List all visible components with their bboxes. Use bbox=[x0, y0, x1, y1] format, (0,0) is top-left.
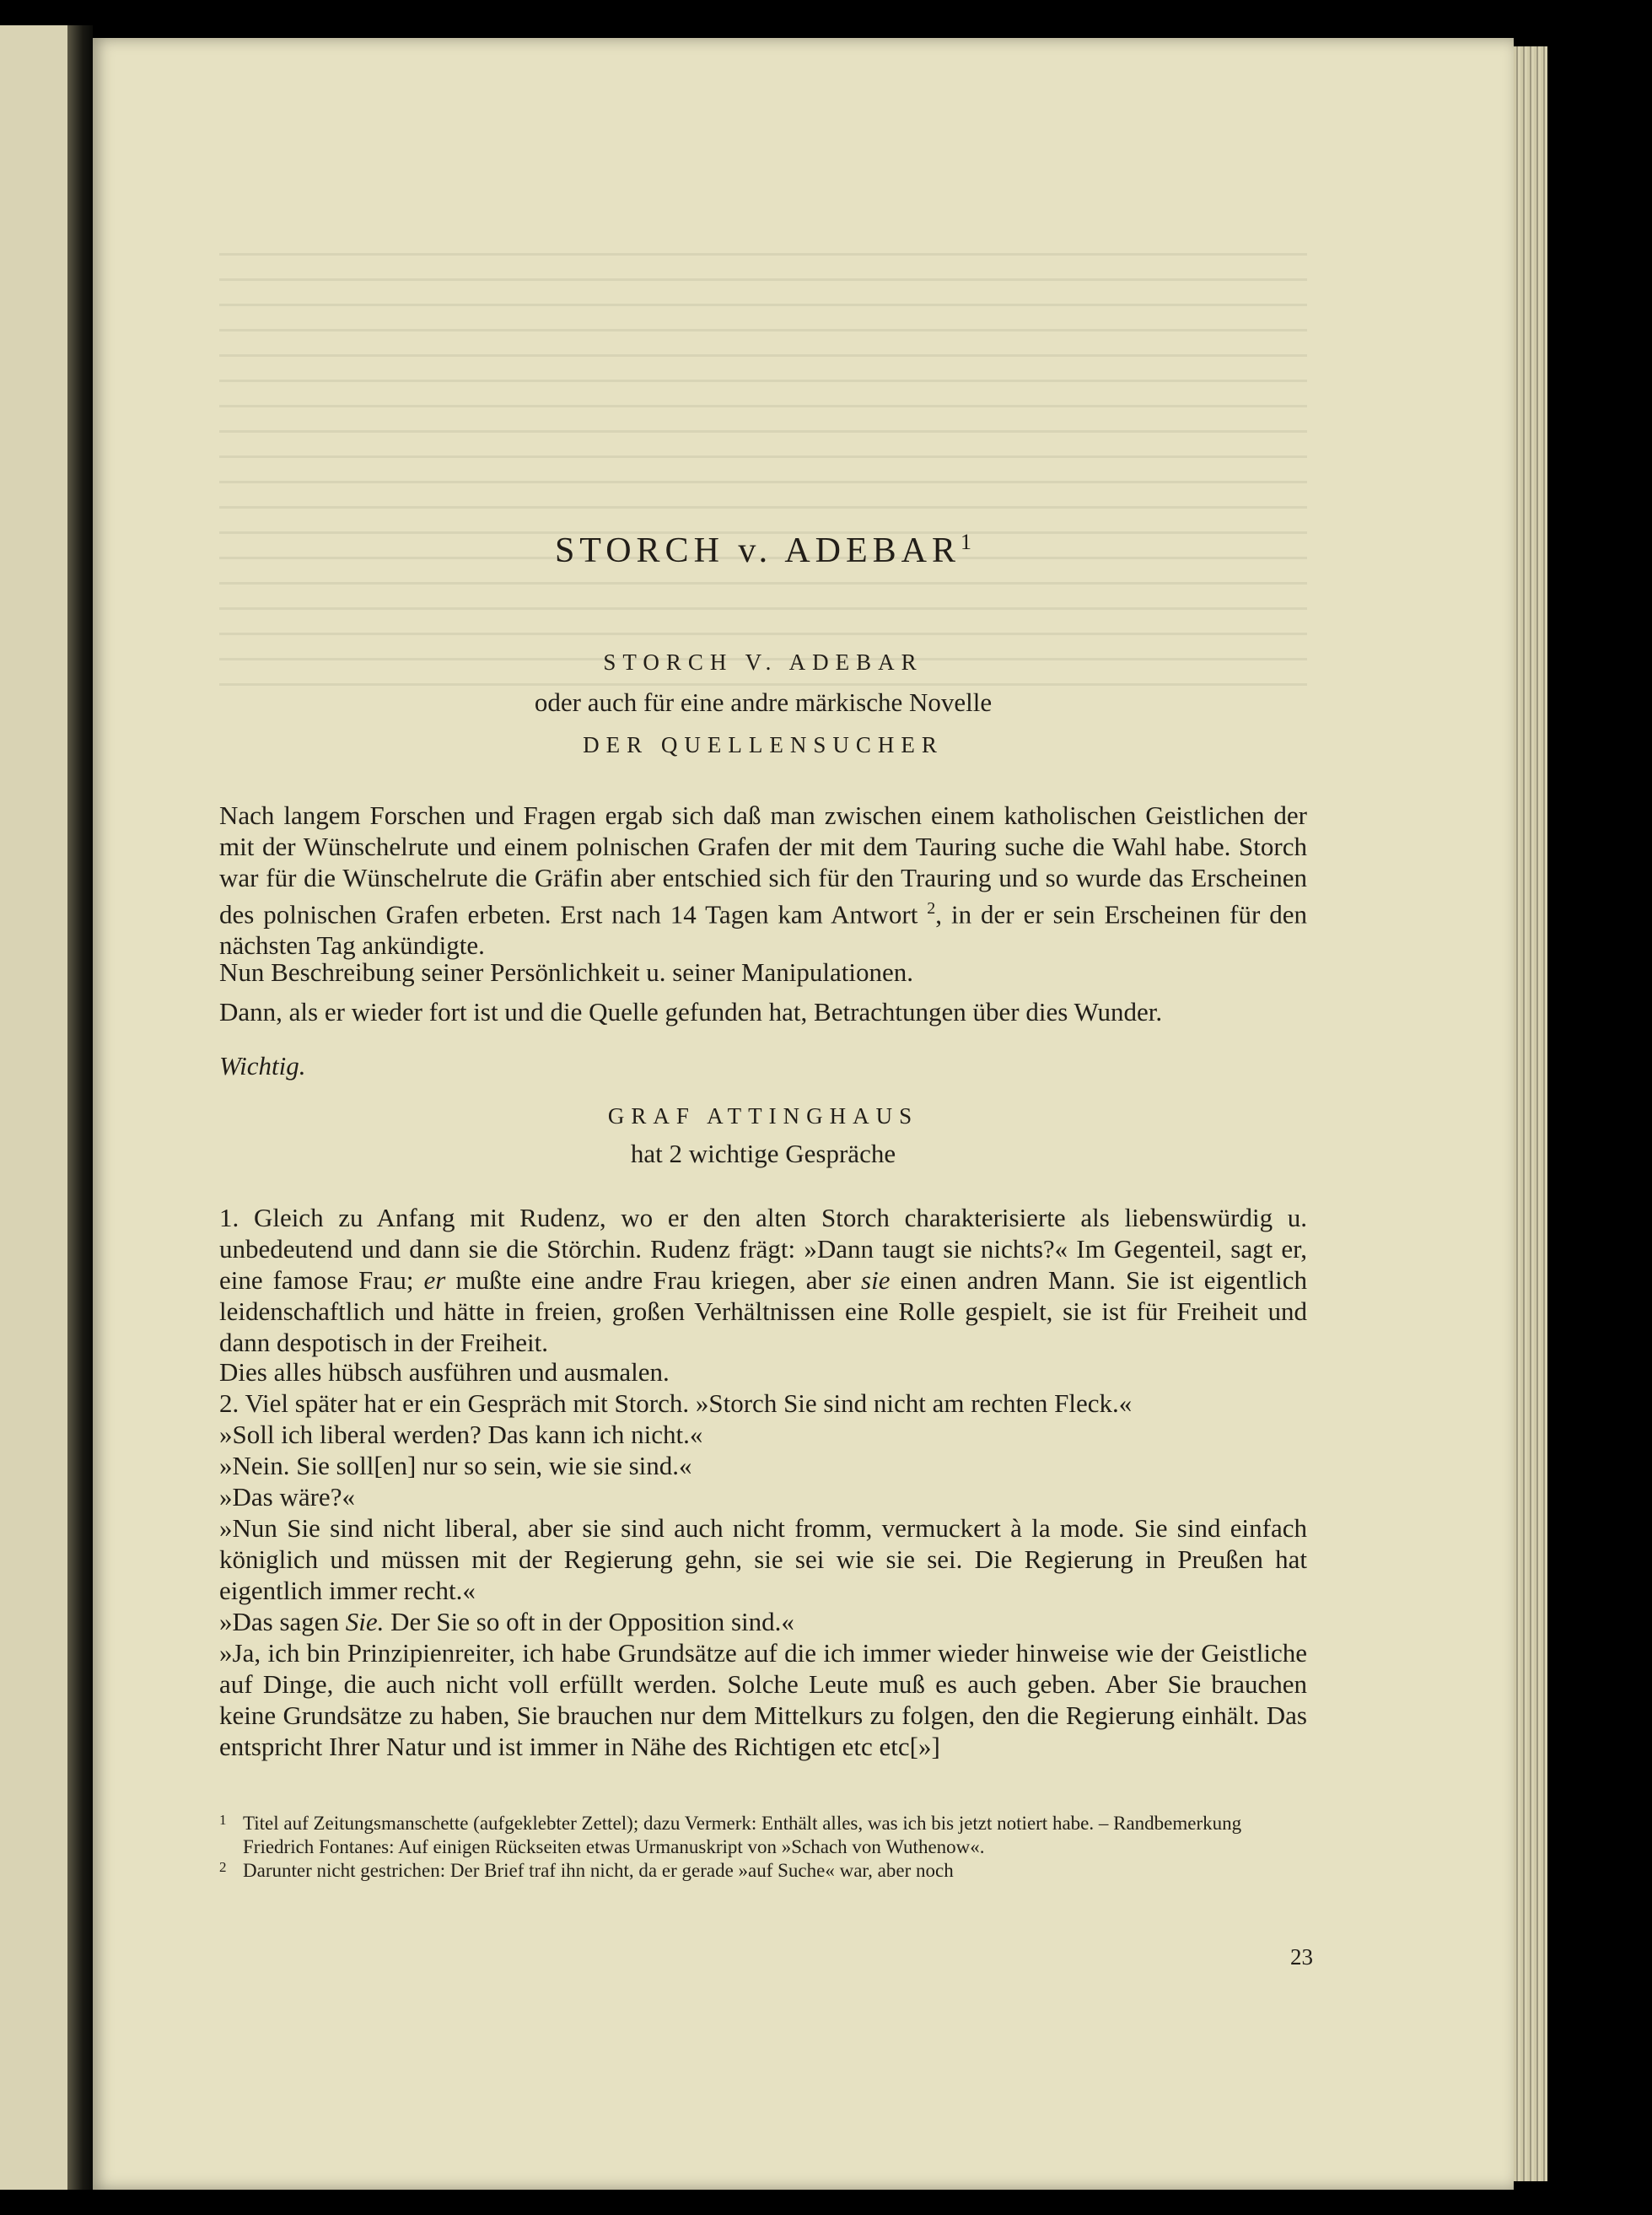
paragraph-line-betrachtungen: Dann, als er wieder fort ist und die Quelle gefunden hat, Betrachtungen über dies Wunder. bbox=[219, 997, 1163, 1027]
item-2-number: 2. bbox=[219, 1388, 239, 1418]
section-heading-storch: STORCH V. ADEBAR bbox=[603, 649, 923, 675]
page-number: 23 bbox=[1290, 1944, 1313, 1970]
item-1-number: 1. bbox=[219, 1203, 239, 1232]
quote-3: »Das wäre?« bbox=[219, 1482, 355, 1512]
note-wichtig: Wichtig. bbox=[219, 1051, 306, 1081]
section-subtitle-gespraeche: hat 2 wichtige Gespräche bbox=[630, 1139, 896, 1168]
section-heading-attinghaus: GRAF ATTINGHAUS bbox=[607, 1103, 919, 1129]
quote-2: »Nein. Sie soll[en] nur so sein, wie sie sind.« bbox=[219, 1451, 692, 1480]
paragraph-line-beschreibung: Nun Beschreibung seiner Persönlichkeit u. seiner Manipulationen. bbox=[219, 957, 914, 987]
item-1: 1. Gleich zu Anfang mit Rudenz, wo er den alten Storch charakterisierte als liebenswürdig u. unbedeutend und dann sie die Störchin. Rudenz frägt: »Dann taugt sie nichts?« Im Gegenteil, sagt er, eine famose Frau; er mußte eine andre Frau kriegen, aber sie einen andren Mann. Sie ist eigentlich leidenschaftlich und hätte in freien, großen Verhältnissen eine Rolle gespielt, sie ist für Freiheit und dann despotisch in der Freiheit. bbox=[219, 1203, 1308, 1357]
page-stack-edge bbox=[1514, 46, 1547, 2181]
section-subtitle-novelle: oder auch für eine andre märkische Novelle bbox=[534, 687, 993, 717]
book-gutter bbox=[67, 25, 93, 2190]
footnote-ref-2: 2 bbox=[927, 899, 936, 918]
page-title: STORCH v. ADEBAR$^1$ bbox=[554, 530, 972, 570]
left-page-edge bbox=[0, 25, 67, 2190]
footnotes bbox=[219, 1812, 1307, 1883]
show-through-text bbox=[219, 253, 1307, 692]
footnote-1: 1 Titel auf Zeitungsmanschette (aufgeklebter Zettel); dazu Vermerk: Enthält alles, was ich bis jetzt notiert habe. – Randbemerkung Friedrich Fontanes: Auf einigen Rückseiten etwas Urmanuskript von »Schach von Wuthenow«. bbox=[219, 1812, 1242, 1857]
title-footnote-mark: 1 bbox=[961, 530, 972, 554]
item-1-line: Dies alles hübsch ausführen und ausmalen. bbox=[219, 1357, 670, 1387]
paragraph-main: Nach langem Forschen und Fragen ergab sich daß man zwischen einem katholischen Geistlichen der mit der Wünschelrute und einem polnischen Grafen der mit dem Tauring suche die Wahl habe. Storch war für die Wünschelrute die Gräfin aber entschied sich für den Trauring und so wurde das Erscheinen des polnischen Grafen erbeten. Erst nach 14 Tagen kam Antwort $^2$, in der er sein Erscheinen für den nächsten Tag ankündigte. bbox=[219, 800, 1308, 961]
item-2: 2. Viel später hat er ein Gespräch mit Storch. »Storch Sie sind nicht am rechten Fleck.« bbox=[219, 1388, 1133, 1418]
quote-5: »Das sagen Sie. Der Sie so oft in der Opposition sind.« bbox=[219, 1607, 794, 1636]
quote-1: »Soll ich liberal werden? Das kann ich nicht.« bbox=[219, 1420, 703, 1449]
section-heading-quellensucher: DER QUELLENSUCHER bbox=[583, 732, 944, 757]
quote-6: »Ja, ich bin Prinzipienreiter, ich habe Grundsätze auf die ich immer wieder hinweise wie der Geistliche auf Dinge, die auch nicht voll erfüllt werden. Solche Leute muß es auch geben. Aber Sie brauchen keine Grundsätze zu haben, Sie brauchen nur dem Mittelkurs zu folgen, den die Regierung einhält. Das entspricht Ihrer Natur und ist immer in Nähe des Richtigen etc etc[»] bbox=[219, 1638, 1307, 1761]
quote-4: »Nun Sie sind nicht liberal, aber sie sind auch nicht fromm, vermuckert à la mode. Sie sind einfach königlich und müssen mit der Regierung gehn, sie sei wie sie sei. Die Regierung in Preußen hat eigentlich immer recht.« bbox=[219, 1513, 1307, 1605]
footnote-2: 2 Darunter nicht gestrichen: Der Brief traf ihn nicht, da er gerade »auf Suche« war, aber noch bbox=[219, 1859, 954, 1881]
